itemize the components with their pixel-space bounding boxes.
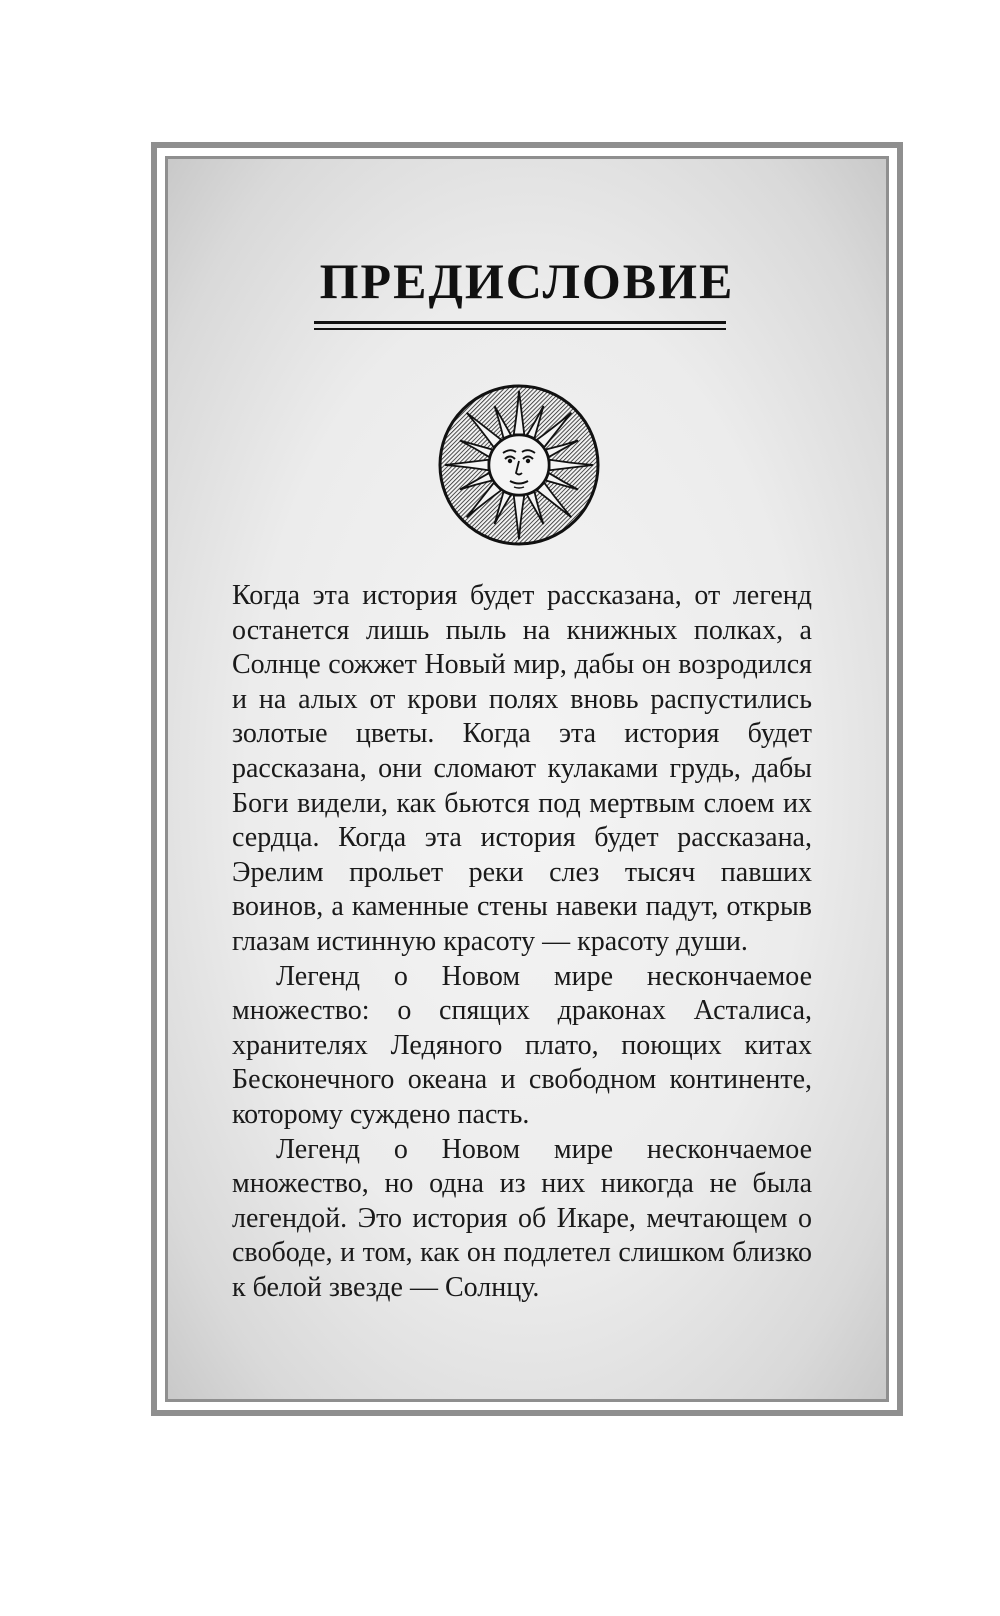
title-rule-thick (314, 321, 726, 324)
sun-face-graphic (437, 383, 601, 547)
page-frame-outer (151, 142, 903, 1416)
foreword-body (232, 579, 812, 1305)
foreword-paragraph-3: Легенд о Новом мире нескончаемое множество, но одна из них никогда не была легендой. Это история об Икаре, мечтающем о свободе, и том, как он подлетел слишком близко к белой звезде — Солнцу. (232, 1133, 812, 1303)
sun-left-pupil (508, 459, 512, 463)
foreword-paragraph-2: Легенд о Новом мире нескончаемое множество: о спящих драконах Асталиса, хранителях Ледяного плато, поющих китах Бесконечного океана и свободном континенте, которому суждено пасть. (232, 960, 812, 1130)
page-title: ПРЕДИСЛОВИЕ (319, 253, 735, 309)
foreword-paragraph-1: Когда эта история будет рассказана, от легенд останется лишь пыль на книжных полках, а Солнце сожжет Новый мир, дабы он возродился и на алых от крови полях вновь распустились золотые цветы. Когда эта история будет рассказана, они сломают кулаками грудь, дабы Боги видели, как бьются под мертвым слоем их сердца. Когда эта история будет рассказана, Эрелим прольет реки слез тысяч павших воинов, а каменные стены навеки падут, открыв глазам истинную красоту — красоту души. (232, 580, 812, 957)
sun-face-icon (437, 383, 601, 547)
page-frame (165, 156, 889, 1402)
page-frame-gap (157, 148, 897, 1410)
title-double-rule (314, 321, 726, 331)
sun-right-pupil (526, 459, 530, 463)
title-rule-thin (314, 328, 726, 330)
sun-face (489, 435, 549, 495)
